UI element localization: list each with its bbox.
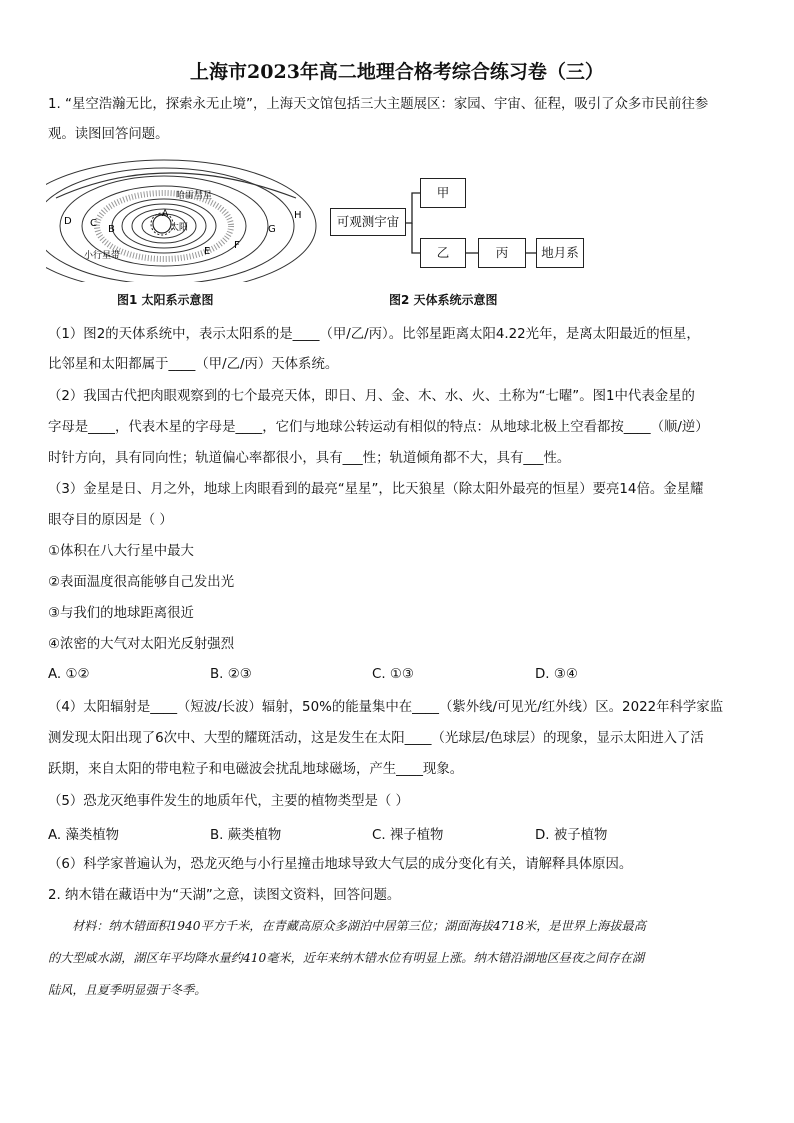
q1-3-option-b: B. ②③ bbox=[210, 667, 252, 682]
planet-h-label: H bbox=[294, 210, 302, 221]
system-yi-box: 乙 bbox=[420, 238, 466, 268]
q2-stem: 2. 纳木错在藏语中为“天湖”之意，读图文资料，回答问题。 bbox=[48, 888, 401, 903]
planet-a-label: A bbox=[162, 209, 169, 219]
statement-4: ④浓密的大气对太阳光反射强烈 bbox=[48, 637, 235, 652]
q2-material-line3: 陆风，且夏季明显强于冬季。 bbox=[48, 983, 207, 997]
comet-label: 哈雷彗星 bbox=[176, 191, 213, 201]
q2-material-line1: 材料：纳木错面积1940平方千米，在青藏高原众多湖泊中居第三位；湖面海拔4718米，是世界上海拔最高 bbox=[72, 919, 646, 933]
q1-3-option-c: C. ①③ bbox=[372, 667, 414, 682]
planet-g-label: G bbox=[268, 224, 276, 235]
planet-f-label: F bbox=[234, 240, 240, 251]
solar-system-diagram bbox=[46, 158, 322, 282]
q1-3-option-a: A. ①② bbox=[48, 667, 90, 682]
q1-stem-line2: 观。读图回答问题。 bbox=[48, 127, 169, 142]
figure1-caption: 图1 太阳系示意图 bbox=[117, 293, 214, 307]
q1-5-option-c: C. 裸子植物 bbox=[372, 828, 444, 843]
q1-part3-line1: （3）金星是日、月之外，地球上肉眼看到的最亮“星星”，比天狼星（除太阳外最亮的恒星）要亮14倍。金星耀 bbox=[48, 482, 704, 497]
asteroid-belt-label: 小行星带 bbox=[84, 251, 121, 261]
observable-universe-box: 可观测宇宙 bbox=[330, 208, 406, 236]
q1-part1-line1: （1）图2的天体系统中，表示太阳系的是____（甲/乙/丙）。比邻星距离太阳4.22光年，是离太阳最近的恒星， bbox=[48, 327, 700, 342]
q1-5-option-b: B. 蕨类植物 bbox=[210, 828, 282, 843]
q1-5-option-d: D. 被子植物 bbox=[535, 828, 608, 843]
sun-label: 太阳 bbox=[170, 223, 189, 233]
q1-part4-line2: 测发现太阳出现了6次中、大型的耀斑活动，这是发生在太阳____（光球层/色球层）的现象，显示太阳进入了活 bbox=[48, 731, 704, 746]
earth-moon-system-box: 地月系 bbox=[536, 238, 584, 268]
planet-e-label: E bbox=[204, 246, 211, 257]
q1-part3-line2: 眼夺目的原因是（ ） bbox=[48, 513, 173, 528]
planet-d-label: D bbox=[64, 216, 72, 227]
statement-2: ②表面温度很高能够自己发出光 bbox=[48, 575, 235, 590]
planet-c-label: C bbox=[90, 218, 97, 229]
q1-part2-line1: （2）我国古代把肉眼观察到的七个最亮天体，即日、月、金、木、水、火、土称为“七曜”。图1中代表金星的 bbox=[48, 389, 695, 404]
q1-part6: （6）科学家普遍认为，恐龙灭绝与小行星撞击地球导致大气层的成分变化有关，请解释具体原因。 bbox=[48, 857, 633, 872]
planet-b-label: B bbox=[108, 224, 115, 235]
figure2-caption: 图2 天体系统示意图 bbox=[389, 293, 498, 307]
q1-part1-line2: 比邻星和太阳都属于____（甲/乙/丙）天体系统。 bbox=[48, 357, 339, 372]
system-bing-box: 丙 bbox=[478, 238, 526, 268]
q1-3-option-d: D. ③④ bbox=[535, 667, 578, 682]
statement-3: ③与我们的地球距离很近 bbox=[48, 606, 194, 621]
q2-material-line2: 的大型咸水湖，湖区年平均降水量约410毫米，近年来纳木错水位有明显上涨。纳木错沿湖地区昼夜之间存在湖 bbox=[48, 951, 645, 965]
q1-part4-line1: （4）太阳辐射是____（短波/长波）辐射，50%的能量集中在____（紫外线/可见光/红外线）区。2022年科学家监 bbox=[48, 700, 724, 715]
q1-part5: （5）恐龙灭绝事件发生的地质年代，主要的植物类型是（ ） bbox=[48, 794, 409, 809]
system-jia-box: 甲 bbox=[420, 178, 466, 208]
q1-5-option-a: A. 藻类植物 bbox=[48, 828, 119, 843]
statement-1: ①体积在八大行星中最大 bbox=[48, 544, 194, 559]
q1-part4-line3: 跃期，来自太阳的带电粒子和电磁波会扰乱地球磁场，产生____现象。 bbox=[48, 762, 464, 777]
page-title: 上海市2023年高二地理合格考综合练习卷（三） bbox=[190, 61, 604, 83]
q1-part2-line3: 时针方向，具有同向性；轨道偏心率都很小，具有___性；轨道倾角都不大，具有___性。 bbox=[48, 451, 571, 466]
q1-stem-line1: 1. “星空浩瀚无比，探索永无止境”，上海天文馆包括三大主题展区：家园、宇宙、征程，吸引了众多市民前往参 bbox=[48, 97, 709, 112]
q1-part2-line2: 字母是____，代表木星的字母是____，它们与地球公转运动有相似的特点：从地球北极上空看都按____（顺/逆） bbox=[48, 420, 709, 435]
